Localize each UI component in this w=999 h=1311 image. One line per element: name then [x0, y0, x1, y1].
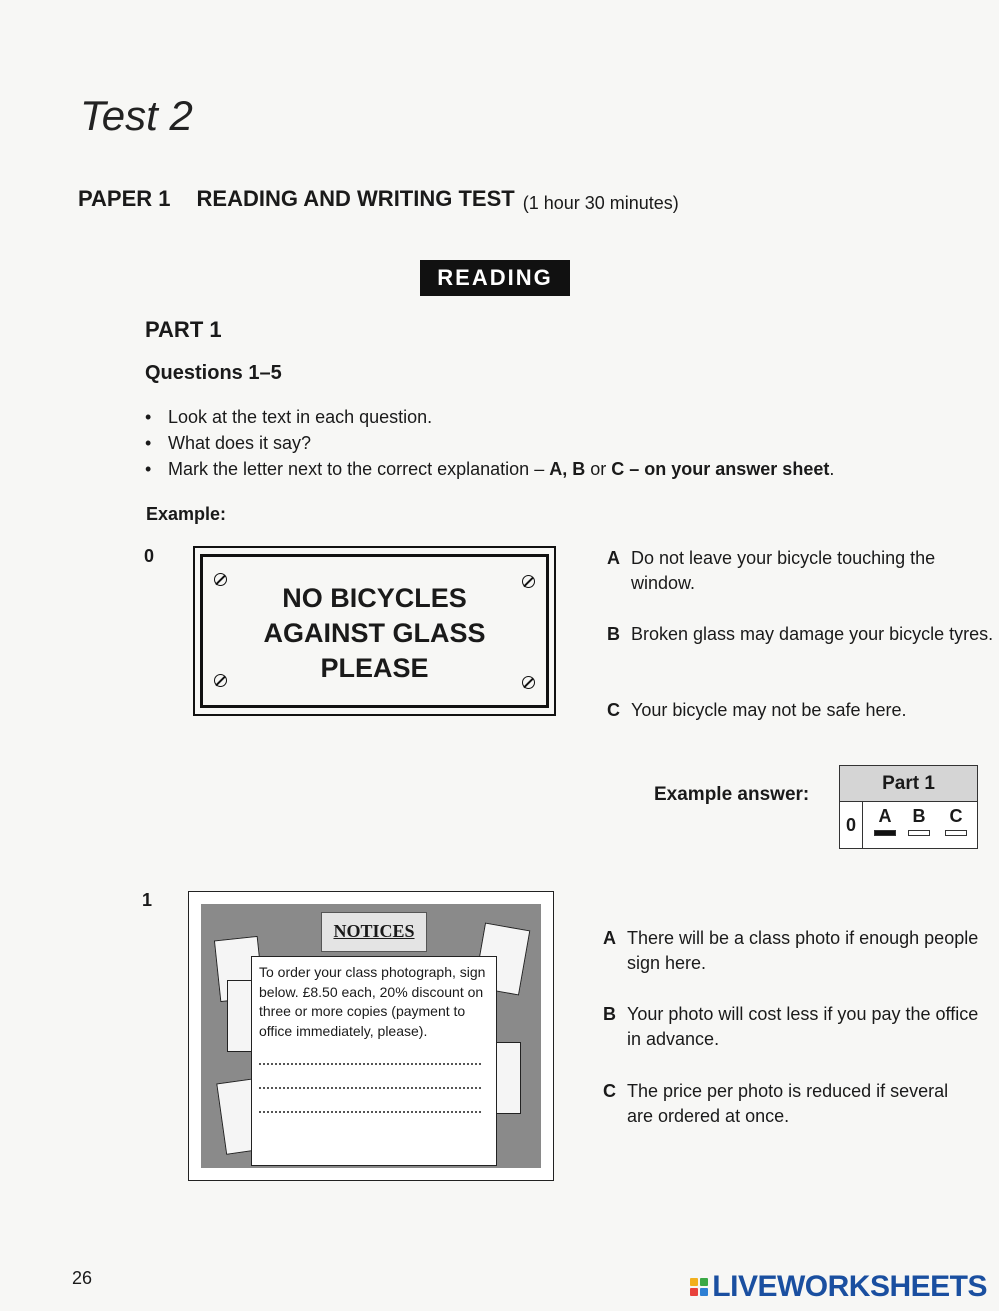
option-b[interactable] [603, 1002, 997, 1052]
instruction-or: or [590, 459, 607, 479]
option-text: Your photo will cost less if you pay the office in advance. [627, 1004, 979, 1049]
photo-order-notice [251, 956, 497, 1166]
answer-grid-header: Part 1 [840, 766, 977, 802]
sign-line: AGAINST GLASS [263, 618, 486, 648]
answer-mark-filled [874, 830, 896, 836]
instruction-letters: A, B [549, 459, 586, 479]
answer-column-a [872, 806, 898, 836]
example-answer-grid [839, 765, 978, 849]
option-letter: B [607, 624, 620, 644]
notice-board [201, 904, 541, 1168]
paper-number: PAPER 1 [78, 186, 171, 211]
option-letter: C [603, 1081, 616, 1101]
instruction-item: • Look at the text in each question. [145, 404, 834, 430]
option-text: There will be a class photo if enough people sign here. [627, 928, 979, 973]
instruction-answer-sheet: C – on your answer sheet [611, 459, 830, 479]
option-text: Your bicycle may not be safe here. [631, 700, 907, 720]
instruction-text: Mark the letter next to the correct explanation – [168, 459, 545, 479]
notice-text: To order your class photograph, sign below. £8.50 each, 20% discount on three or more copies (payment to office immediately, please). [259, 964, 486, 1039]
sign-line: PLEASE [320, 653, 429, 683]
option-a[interactable] [603, 926, 997, 976]
test-title: Test 2 [80, 92, 193, 139]
notices-label: NOTICES [321, 912, 427, 952]
example-number: 0 [144, 546, 155, 566]
signature-line [259, 1065, 481, 1089]
option-b[interactable] [607, 622, 999, 647]
option-c[interactable] [607, 698, 999, 723]
page-number: 26 [72, 1268, 93, 1288]
paper-name: READING AND WRITING TEST [196, 186, 515, 211]
instruction-item: • What does it say? [145, 430, 834, 456]
example-answer-label: Example answer: [654, 784, 810, 805]
instruction-item [145, 456, 834, 482]
answer-row-number: 0 [840, 802, 863, 848]
answer-mark-empty [945, 830, 967, 836]
option-a[interactable] [607, 546, 999, 596]
liveworksheets-logo[interactable] [690, 1270, 987, 1304]
option-text: Do not leave your bicycle touching the window. [631, 548, 936, 593]
option-text: Broken glass may damage your bicycle tyres. [631, 624, 994, 644]
sign-line: NO BICYCLES [282, 583, 467, 613]
paper-duration: (1 hour 30 minutes) [522, 193, 679, 213]
bicycle-sign [193, 546, 556, 716]
instructions-list [145, 404, 834, 482]
answer-mark-empty [908, 830, 930, 836]
paper-heading [78, 186, 679, 212]
example-label: Example: [146, 504, 227, 524]
section-label: READING [420, 260, 570, 296]
option-letter: A [603, 928, 616, 948]
sign-text [203, 581, 546, 686]
option-c[interactable] [603, 1079, 957, 1129]
part-title: PART 1 [145, 317, 222, 342]
answer-column-b [906, 806, 932, 836]
answer-column-letter: B [912, 806, 926, 826]
option-letter: B [603, 1004, 616, 1024]
questions-title: Questions 1–5 [145, 362, 282, 384]
instruction-period: . [829, 459, 835, 479]
question-number: 1 [142, 890, 153, 910]
notice-board-picture [188, 891, 554, 1181]
option-letter: C [607, 700, 620, 720]
option-text: The price per photo is reduced if several are ordered at once. [627, 1081, 949, 1126]
answer-column-letter: C [949, 806, 963, 826]
answer-column-c [943, 806, 969, 836]
option-letter: A [607, 548, 620, 568]
signature-line [259, 1089, 481, 1113]
logo-text: LIVEWORKSHEETS [712, 1270, 987, 1303]
logo-icon [690, 1278, 708, 1296]
answer-column-letter: A [878, 806, 892, 826]
signature-line [259, 1041, 481, 1065]
